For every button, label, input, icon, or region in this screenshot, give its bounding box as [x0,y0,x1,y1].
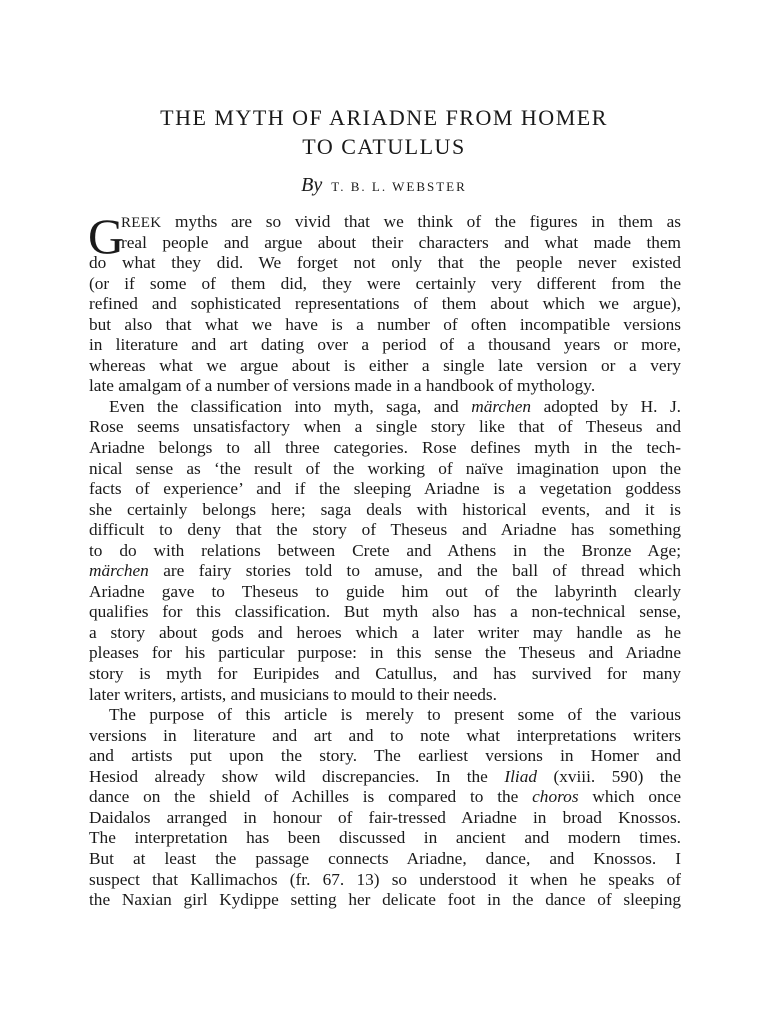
text-line: Ariadne gave to Theseus to guide him out of the labyrinth clearly [89,581,681,601]
italic-marchen: märchen [89,561,149,581]
line-text: (xviii. 590) the [536,766,681,786]
text-line: but also that what we have is a number of often incompatible versions [89,314,681,334]
line-text: myths are so vivid that we think of the figures in them as [161,212,681,231]
text-line: difficult to deny that the story of Theseus and Ariadne has something [89,520,681,540]
text-line [89,767,681,788]
text-line: she certainly belongs here; saga deals with historical events, and it is [89,499,681,519]
text-line: nical sense as ‘the result of the working of naïve imagination upon the [89,458,681,478]
text-line [89,787,681,808]
line-text: are fairy stories told to amuse, and the ball of thread which [148,561,681,581]
byline [0,174,768,197]
text-line: in literature and art dating over a period of a thousand years or more, [89,335,681,355]
title-line-2: TO CATULLUS [302,134,466,159]
text-line: versions in literature and art and to note what interpretations writers [89,725,681,745]
italic-choros: choros [532,787,579,807]
text-line: later writers, artists, and musicians to mould to their needs. [89,684,497,704]
text-line: suspect that Kallimachos (fr. 67. 13) so understood it when he speaks of [89,869,681,889]
text-line [89,212,681,233]
text-line: Ariadne belongs to all three categories. Rose defines myth in the tech- [89,438,681,458]
text-line: do what they did. We forget not only that the people never existed [89,253,681,273]
line-text: Hesiod already show wild discrepancies. In the [89,766,505,786]
text-line [89,561,681,582]
text-line: the Naxian girl Kydippe setting her delicate foot in the dance of sleeping [89,890,681,910]
text-line: whereas what we argue about is either a single late version or a very [89,355,681,375]
line-text: dance on the shield of Achilles is compared to the [89,787,533,807]
line-text: Even the classification into myth, saga, and [109,396,472,416]
text-line: Daidalos arranged in honour of fair-tressed Ariadne in broad Knossos. [89,807,681,827]
text-line [89,397,681,418]
italic-iliad: Iliad [504,766,537,786]
text-line: and artists put upon the story. The earliest versions in Homer and [89,746,681,766]
article-body [88,208,681,911]
text-line: story is myth for Euripides and Catullus, and has survived for many [89,664,681,684]
text-line: qualifies for this classification. But myth also has a non-technical sense, [89,602,681,622]
text-line: Rose seems unsatisfactory when a single story like that of Theseus and [89,417,681,437]
author-name: T. B. L. WEBSTER [331,179,467,194]
text-line: The purpose of this article is merely to present some of the various [109,705,681,725]
first-word-rest: REEK [121,215,162,231]
text-line: The interpretation has been discussed in ancient and modern times. [89,828,681,848]
text-line: refined and sophisticated representations of them about which we argue), [89,294,681,314]
text-line: to do with relations between Crete and Athens in the Bronze Age; [89,540,681,560]
line-text: which once [578,787,681,807]
text-line: facts of experience’ and if the sleeping Ariadne is a vegetation goddess [89,479,681,499]
drop-cap: G [88,208,125,264]
text-line: (or if some of them did, they were certainly very different from the [89,273,681,293]
article-title [0,103,768,161]
italic-marchen: märchen [471,396,532,416]
text-line: late amalgam of a number of versions made in a handbook of mythology. [89,376,596,396]
text-line: a story about gods and heroes which a later writer may handle as he [89,622,681,642]
text-line: pleases for his particular purpose: in this sense the Theseus and Ariadne [89,643,681,663]
title-line-1: THE MYTH OF ARIADNE FROM HOMER [160,105,608,130]
text-line: But at least the passage connects Ariadne, dance, and Knossos. I [89,848,681,868]
line-text: adopted by H. J. [531,396,681,416]
byline-prefix: By [301,174,323,196]
text-line: real people and argue about their characters and what made them [121,232,681,252]
